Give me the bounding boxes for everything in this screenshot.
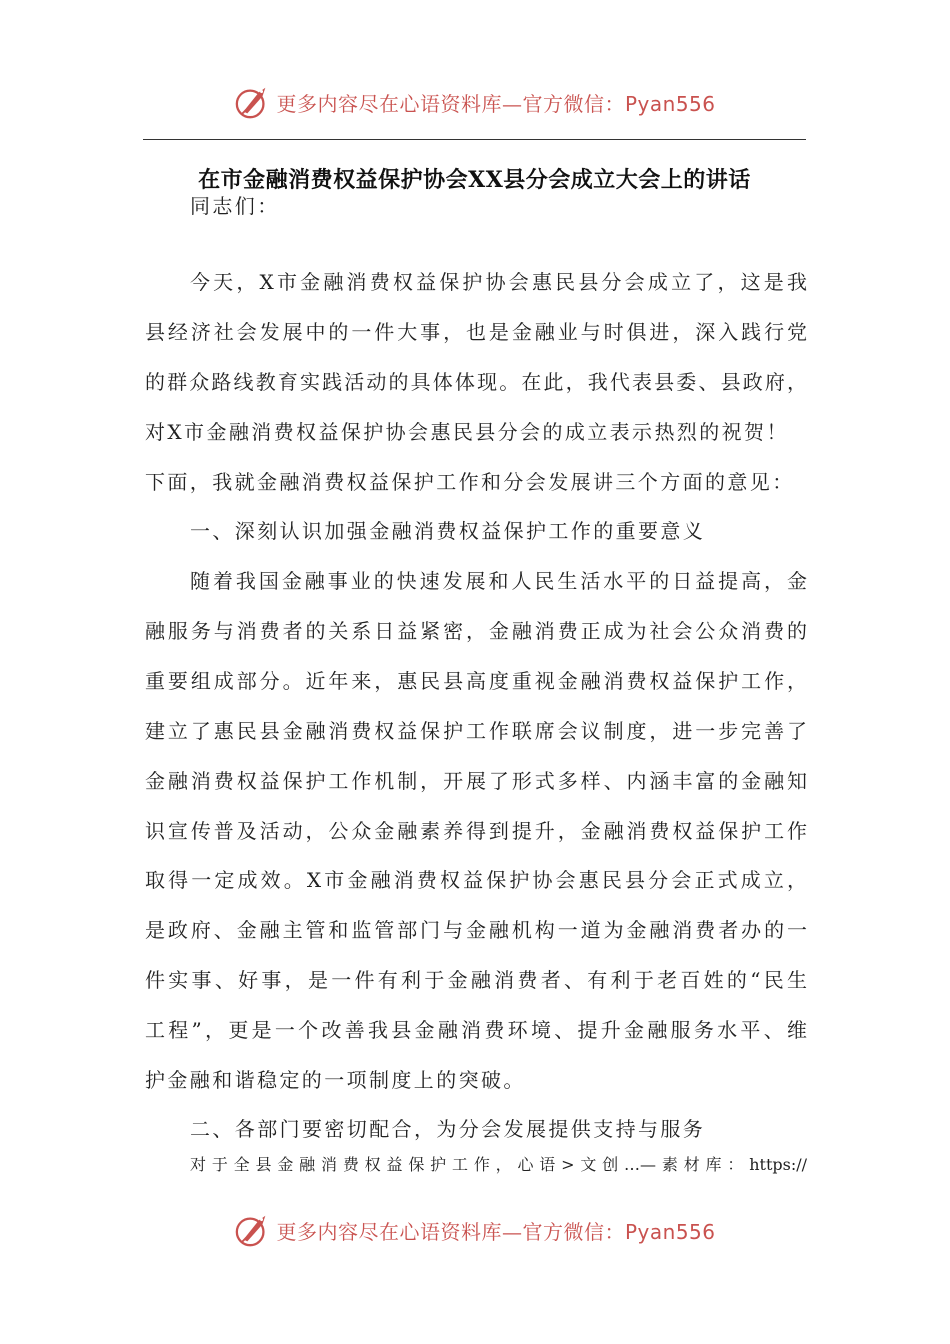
salutation: 同志们： xyxy=(190,194,280,218)
paragraph-line: 县经济社会发展中的一件大事，也是金融业与时俱进，深入践行党 xyxy=(145,320,807,344)
paragraph-line: 的群众路线教育实践活动的具体体现。在此，我代表县委、县政府， xyxy=(145,370,807,394)
paragraph-line: 重要组成部分。近年来，惠民县高度重视金融消费权益保护工作， xyxy=(145,669,807,693)
footer-wechat-id: Pyan556 xyxy=(624,1219,716,1244)
section-heading-1: 一、深刻认识加强金融消费权益保护工作的重要意义 xyxy=(190,519,706,543)
paragraph-line: 是政府、金融主管和监管部门与金融机构一道为金融消费者办的一 xyxy=(145,918,807,942)
section-heading-2: 二、各部门要密切配合，为分会发展提供支持与服务 xyxy=(190,1117,706,1141)
pen-nib-logo-icon xyxy=(234,83,272,121)
paragraph-line: 取得一定成效。X市金融消费权益保护协会惠民县分会正式成立， xyxy=(145,868,807,892)
paragraph-line: 融服务与消费者的关系日益紧密，金融消费正成为社会公众消费的 xyxy=(145,619,807,643)
header-wechat-id: Pyan556 xyxy=(624,91,716,116)
paragraph-line: 建立了惠民县金融消费权益保护工作联席会议制度，进一步完善了 xyxy=(145,719,807,743)
paragraph-line: 下面，我就金融消费权益保护工作和分会发展讲三个方面的意见： xyxy=(145,470,795,494)
paragraph-line: 护金融和谐稳定的一项制度上的突破。 xyxy=(145,1068,526,1092)
header-divider xyxy=(143,139,806,140)
footer-banner xyxy=(0,1208,950,1252)
paragraph-line: 识宣传普及活动，公众金融素养得到提升，金融消费权益保护工作 xyxy=(145,819,807,843)
truncated-paragraph-line: 对于全县金融消费权益保护工作，心语>文创…—素材库：https:// xyxy=(190,1155,807,1174)
header-banner xyxy=(0,80,950,124)
paragraph-line: 金融消费权益保护工作机制，开展了形式多样、内涵丰富的金融知 xyxy=(145,769,807,793)
page-title: 在市金融消费权益保护协会XX县分会成立大会上的讲话 xyxy=(198,167,751,193)
paragraph-line: 对X市金融消费权益保护协会惠民县分会的成立表示热烈的祝贺！ xyxy=(145,420,789,444)
pen-nib-logo-icon xyxy=(234,1211,272,1249)
paragraph-line: 件实事、好事，是一件有利于金融消费者、有利于老百姓的“民生 xyxy=(145,968,807,992)
paragraph-line: 工程”，更是一个改善我县金融消费环境、提升金融服务水平、维 xyxy=(145,1018,807,1042)
paragraph-line: 今天，X市金融消费权益保护协会惠民县分会成立了，这是我 xyxy=(190,270,807,294)
paragraph-line: 随着我国金融事业的快速发展和人民生活水平的日益提高，金 xyxy=(190,569,807,593)
header-banner-text: 更多内容尽在心语资料库—官方微信：Pyan556 xyxy=(276,91,716,116)
footer-banner-text: 更多内容尽在心语资料库—官方微信：Pyan556 xyxy=(276,1219,716,1244)
